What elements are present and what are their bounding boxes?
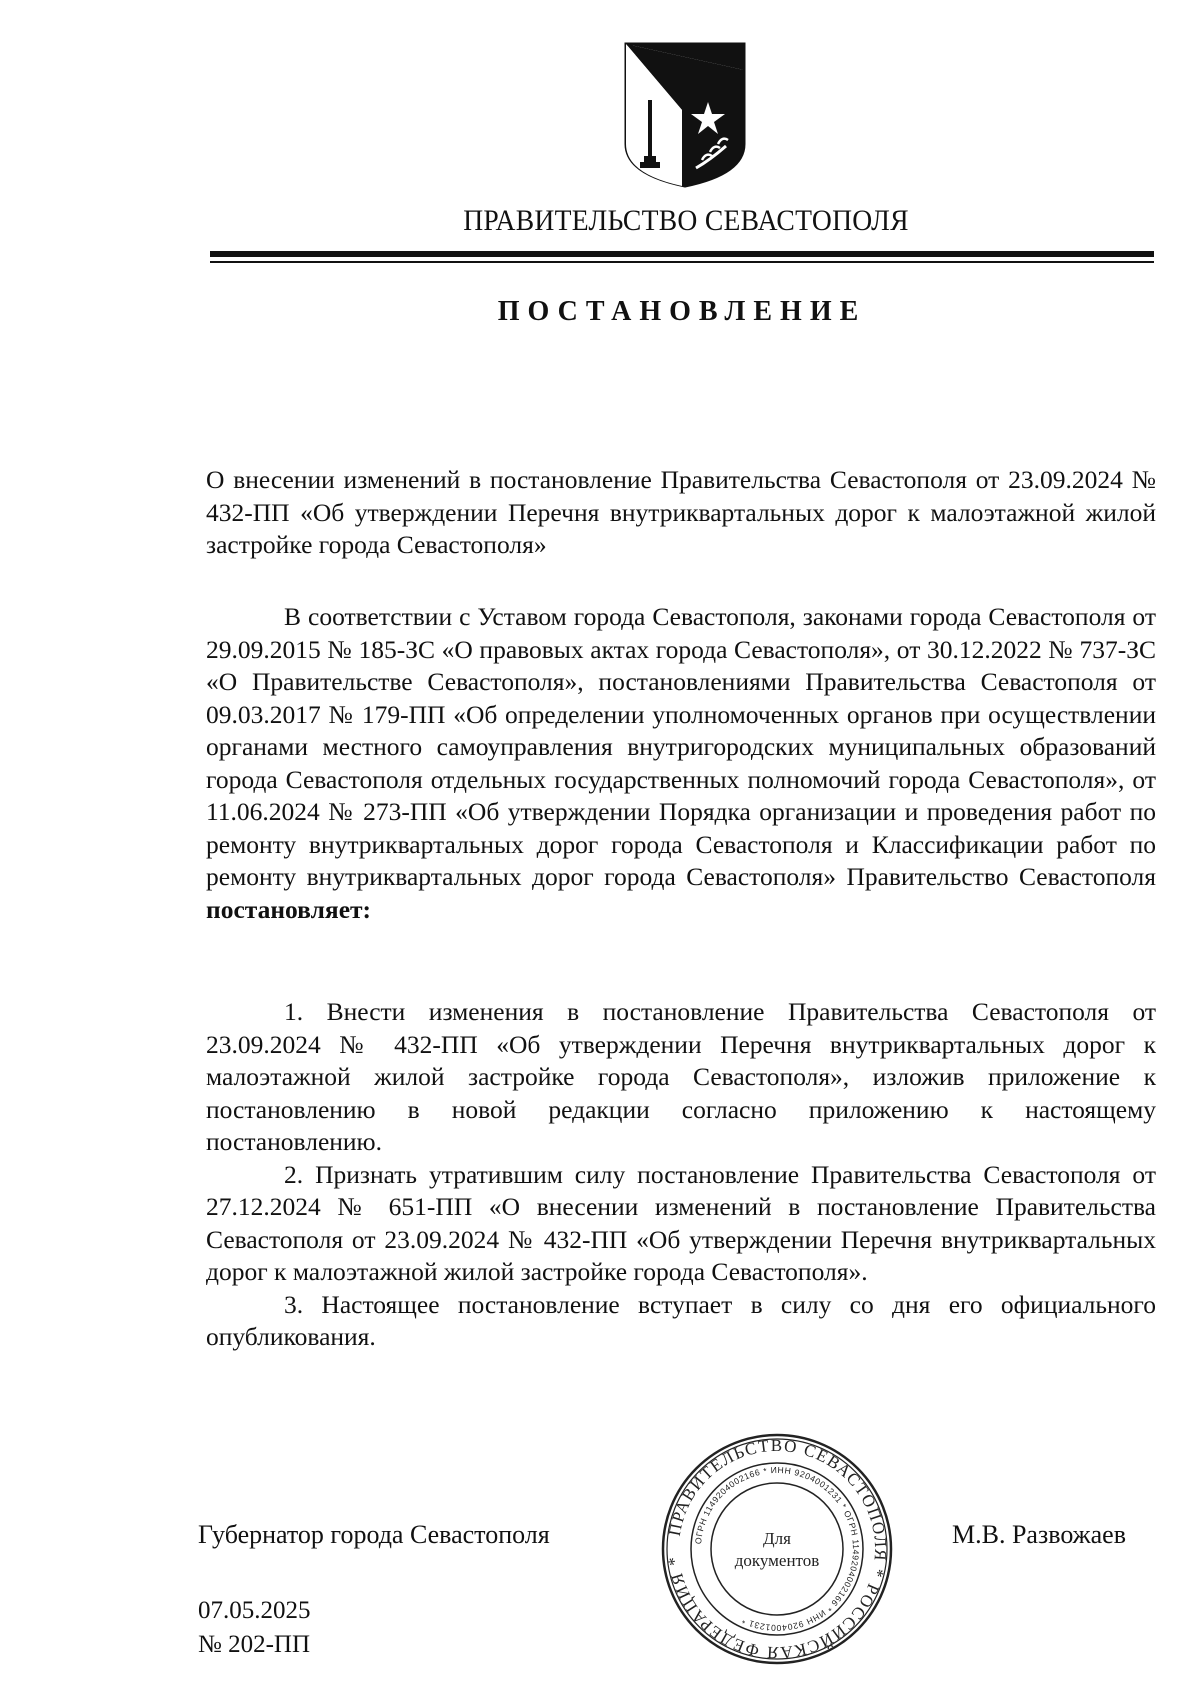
document-number: № 202-ПП <box>198 1631 311 1658</box>
seal-center-line2: документов <box>734 1551 820 1570</box>
header-divider-thick <box>210 251 1154 257</box>
preamble-text: В соответствии с Уставом города Севастополя, законами города Севастополя от 29.09.2015 № 185-ЗС «О правовых актах города Севастополя», от 30.12.2022 № 737-ЗС «О Правительстве Севастополя», постановлениями Правительства Севастополя от 09.03.2017 № 179-ПП «Об определении уполномоченных органов при осуществлении органами местного самоуправления внутригородских муниципальных образований города Севастополя отдельных государственных полномочий города Севастополя», от 11.06.2024 № 273-ПП «Об утверждении Порядка организации и проведения работ по ремонту внутриквартальных дорог города Севастополя и Классификации работ по ремонту внутриквартальных дорог города Севастополя» Правительство Севастополя <box>206 602 1156 891</box>
decree-word: постановляет: <box>206 894 372 924</box>
svg-text:ОГРН 1149204002166 * ИНН 92040 <box>693 1465 861 1633</box>
official-seal <box>660 1432 894 1666</box>
signer-title: Губернатор города Севастополя <box>198 1520 550 1549</box>
document-subject <box>206 464 1156 562</box>
signer-name: М.В. Развожаев <box>952 1520 1127 1549</box>
coat-of-arms-icon <box>622 40 748 188</box>
preamble <box>206 601 1156 926</box>
seal-center-line1: Для <box>763 1529 791 1548</box>
document-date: 07.05.2025 <box>198 1597 311 1624</box>
header-divider-thin <box>210 261 1154 263</box>
org-title: ПРАВИТЕЛЬСТВО СЕВАСТОПОЛЯ <box>463 204 909 237</box>
point-2: 2. Признать утратившим силу постановление Правительства Севастополя от 27.12.2024 № 651-ПП «О внесении изменений в постановление Правительства Севастополя от 23.09.2024 № 432-ПП «Об утверждении Перечня внутриквартальных дорог к малоэтажной жилой застройке города Севастополя». <box>206 1159 1156 1286</box>
preamble-paragraph <box>206 601 1156 926</box>
document-type: ПОСТАНОВЛЕНИЕ <box>497 296 867 327</box>
subject-text: О внесении изменений в постановление Правительства Севастополя от 23.09.2024 № 432-ПП «Об утверждении Перечня внутриквартальных дорог к малоэтажной жилой застройке города Севастополя» <box>206 465 1156 559</box>
seal-inner-text: ОГРН 1149204002166 * ИНН 9204001231 * ОГРН 1149204002166 * ИНН 9204001231 * <box>693 1464 862 1634</box>
document-registration <box>198 1594 311 1662</box>
operative-points <box>206 996 1156 1354</box>
point-1: 1. Внести изменения в постановление Правительства Севастополя от 23.09.2024 № 432-ПП «Об утверждении Перечня внутриквартальных дорог к малоэтажной жилой застройке города Севастополя», изложив приложение к постановлению в новой редакции согласно приложению к настоящему постановлению. <box>206 997 1156 1156</box>
point-3: 3. Настоящее постановление вступает в силу со дня его официального опубликования. <box>206 1289 1156 1351</box>
seal-outer-text: ПРАВИТЕЛЬСТВО СЕВАСТОПОЛЯ * РОССИЙСКАЯ ФЕДЕРАЦИЯ * <box>664 1435 891 1663</box>
